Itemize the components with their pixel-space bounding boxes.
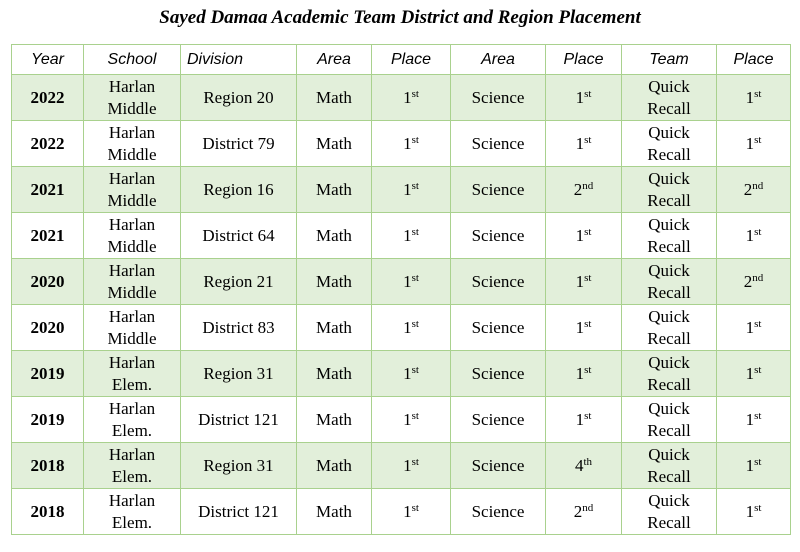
place-math-number: 1 bbox=[403, 501, 412, 521]
place-science-number: 1 bbox=[575, 87, 585, 107]
area-science-value: Science bbox=[471, 409, 525, 429]
table-row bbox=[12, 397, 791, 443]
school-name-line1: Harlan bbox=[108, 490, 156, 510]
place-team-cell bbox=[717, 443, 791, 489]
area-math-value: Math bbox=[316, 409, 352, 429]
place-science-cell bbox=[546, 305, 622, 351]
place-team-suffix: st bbox=[754, 363, 762, 376]
team-name-line1: Quick bbox=[648, 168, 690, 188]
area-science-value: Science bbox=[471, 87, 525, 107]
division-value: Region 21 bbox=[203, 271, 274, 291]
team-name-line1: Quick bbox=[648, 122, 690, 142]
place-team-number: 2 bbox=[743, 179, 753, 199]
area-science-cell bbox=[451, 351, 546, 397]
division-cell bbox=[181, 305, 297, 351]
school-cell bbox=[84, 489, 181, 535]
place-science-cell bbox=[546, 75, 622, 121]
place-science-number: 2 bbox=[573, 179, 583, 199]
place-math-number: 1 bbox=[403, 225, 412, 245]
area-science-value: Science bbox=[471, 271, 525, 291]
header-division: Division bbox=[181, 45, 297, 75]
year-value: 2018 bbox=[30, 501, 65, 521]
school-name-line2: Middle bbox=[107, 98, 157, 118]
area-math-cell bbox=[297, 443, 372, 489]
header-place-team: Place bbox=[717, 45, 791, 75]
place-science-number: 2 bbox=[573, 501, 583, 521]
place-team-suffix: nd bbox=[752, 179, 764, 192]
place-science-number: 1 bbox=[575, 317, 585, 337]
division-cell bbox=[181, 121, 297, 167]
school-name-line2: Elem. bbox=[111, 420, 153, 440]
place-team-number: 2 bbox=[743, 271, 753, 291]
team-name-line2: Recall bbox=[647, 328, 691, 348]
header-place-science: Place bbox=[546, 45, 622, 75]
area-math-cell bbox=[297, 259, 372, 305]
place-team-cell bbox=[717, 259, 791, 305]
place-math-number: 1 bbox=[403, 409, 412, 429]
place-math-cell bbox=[372, 259, 451, 305]
place-math-suffix: st bbox=[411, 225, 419, 238]
place-math-suffix: st bbox=[411, 363, 419, 376]
division-cell bbox=[181, 397, 297, 443]
school-cell bbox=[84, 259, 181, 305]
place-math-cell bbox=[372, 75, 451, 121]
place-math-cell bbox=[372, 443, 451, 489]
team-name-line2: Recall bbox=[647, 512, 691, 532]
division-cell bbox=[181, 167, 297, 213]
place-science-suffix: nd bbox=[582, 179, 594, 192]
team-name-line1: Quick bbox=[648, 76, 690, 96]
team-name-line2: Recall bbox=[647, 190, 691, 210]
division-cell bbox=[181, 259, 297, 305]
header-team: Team bbox=[622, 45, 717, 75]
place-science-cell bbox=[546, 397, 622, 443]
division-cell bbox=[181, 489, 297, 535]
place-science-cell bbox=[546, 167, 622, 213]
year-value: 2019 bbox=[30, 363, 65, 383]
team-name-line1: Quick bbox=[648, 260, 690, 280]
year-cell bbox=[12, 259, 84, 305]
area-science-cell bbox=[451, 489, 546, 535]
place-team-number: 1 bbox=[745, 87, 755, 107]
place-science-cell bbox=[546, 351, 622, 397]
place-team-suffix: st bbox=[754, 225, 762, 238]
place-team-suffix: st bbox=[754, 501, 762, 514]
place-math-cell bbox=[372, 121, 451, 167]
school-name-line2: Elem. bbox=[111, 512, 153, 532]
table-row bbox=[12, 167, 791, 213]
team-cell bbox=[622, 213, 717, 259]
division-cell bbox=[181, 351, 297, 397]
place-team-number: 1 bbox=[745, 317, 755, 337]
table-row bbox=[12, 75, 791, 121]
year-value: 2020 bbox=[30, 317, 65, 337]
place-science-number: 1 bbox=[575, 363, 585, 383]
place-math-suffix: st bbox=[411, 133, 419, 146]
team-cell bbox=[622, 305, 717, 351]
team-name-line2: Recall bbox=[647, 144, 691, 164]
place-team-number: 1 bbox=[745, 501, 755, 521]
place-science-number: 1 bbox=[575, 225, 585, 245]
place-team-number: 1 bbox=[745, 455, 755, 475]
area-science-value: Science bbox=[471, 501, 525, 521]
place-math-cell bbox=[372, 213, 451, 259]
division-value: District 64 bbox=[202, 225, 275, 245]
school-name-line2: Middle bbox=[107, 144, 157, 164]
team-name-line2: Recall bbox=[647, 374, 691, 394]
place-team-suffix: st bbox=[754, 317, 762, 330]
school-name-line1: Harlan bbox=[108, 352, 156, 372]
school-name-line2: Elem. bbox=[111, 466, 153, 486]
place-science-suffix: st bbox=[584, 133, 592, 146]
place-science-number: 1 bbox=[575, 133, 585, 153]
school-name-line2: Middle bbox=[107, 236, 157, 256]
place-science-suffix: st bbox=[584, 87, 592, 100]
team-name-line1: Quick bbox=[648, 490, 690, 510]
division-value: District 83 bbox=[202, 317, 275, 337]
place-team-cell bbox=[717, 213, 791, 259]
year-cell bbox=[12, 443, 84, 489]
place-science-cell bbox=[546, 121, 622, 167]
table-row bbox=[12, 259, 791, 305]
place-science-number: 1 bbox=[575, 409, 585, 429]
table-row bbox=[12, 213, 791, 259]
place-team-cell bbox=[717, 121, 791, 167]
header-row bbox=[12, 45, 791, 75]
place-math-number: 1 bbox=[403, 87, 412, 107]
team-name-line2: Recall bbox=[647, 282, 691, 302]
team-cell bbox=[622, 75, 717, 121]
header-school: School bbox=[84, 45, 181, 75]
year-value: 2020 bbox=[30, 271, 65, 291]
year-cell bbox=[12, 167, 84, 213]
school-cell bbox=[84, 121, 181, 167]
place-team-number: 1 bbox=[745, 133, 755, 153]
school-name-line2: Middle bbox=[107, 328, 157, 348]
school-name-line2: Elem. bbox=[111, 374, 153, 394]
school-name-line1: Harlan bbox=[108, 306, 156, 326]
place-math-number: 1 bbox=[403, 271, 412, 291]
year-cell bbox=[12, 351, 84, 397]
place-math-number: 1 bbox=[403, 317, 412, 337]
school-cell bbox=[84, 75, 181, 121]
year-cell bbox=[12, 489, 84, 535]
team-name-line1: Quick bbox=[648, 444, 690, 464]
place-math-cell bbox=[372, 167, 451, 213]
area-math-value: Math bbox=[316, 179, 352, 199]
team-cell bbox=[622, 443, 717, 489]
place-math-cell bbox=[372, 489, 451, 535]
area-science-cell bbox=[451, 443, 546, 489]
place-team-cell bbox=[717, 305, 791, 351]
area-science-cell bbox=[451, 213, 546, 259]
year-cell bbox=[12, 397, 84, 443]
header-place-math: Place bbox=[372, 45, 451, 75]
place-team-suffix: st bbox=[754, 133, 762, 146]
place-team-suffix: nd bbox=[752, 271, 764, 284]
area-science-value: Science bbox=[471, 133, 525, 153]
team-name-line2: Recall bbox=[647, 236, 691, 256]
place-science-suffix: nd bbox=[582, 501, 594, 514]
school-name-line2: Middle bbox=[107, 190, 157, 210]
table-row bbox=[12, 351, 791, 397]
area-math-value: Math bbox=[316, 87, 352, 107]
place-science-number: 1 bbox=[575, 271, 585, 291]
place-math-suffix: st bbox=[411, 179, 419, 192]
area-math-value: Math bbox=[316, 225, 352, 245]
place-team-cell bbox=[717, 397, 791, 443]
place-team-cell bbox=[717, 75, 791, 121]
division-value: Region 16 bbox=[203, 179, 274, 199]
area-math-cell bbox=[297, 305, 372, 351]
place-science-cell bbox=[546, 259, 622, 305]
division-cell bbox=[181, 443, 297, 489]
area-math-value: Math bbox=[316, 363, 352, 383]
year-value: 2021 bbox=[30, 225, 65, 245]
table-row bbox=[12, 121, 791, 167]
place-science-number: 4 bbox=[574, 455, 584, 475]
team-cell bbox=[622, 489, 717, 535]
area-science-value: Science bbox=[471, 363, 525, 383]
area-science-cell bbox=[451, 305, 546, 351]
year-cell bbox=[12, 305, 84, 351]
year-value: 2018 bbox=[30, 455, 65, 475]
team-name-line1: Quick bbox=[648, 214, 690, 234]
header-area-math: Area bbox=[297, 45, 372, 75]
table-row bbox=[12, 489, 791, 535]
place-math-suffix: st bbox=[411, 409, 419, 422]
place-team-suffix: st bbox=[754, 409, 762, 422]
division-value: Region 31 bbox=[203, 455, 274, 475]
place-team-number: 1 bbox=[745, 409, 755, 429]
place-math-suffix: st bbox=[411, 87, 419, 100]
place-team-cell bbox=[717, 351, 791, 397]
area-science-value: Science bbox=[471, 179, 525, 199]
place-math-cell bbox=[372, 351, 451, 397]
area-science-cell bbox=[451, 259, 546, 305]
place-team-number: 1 bbox=[745, 363, 755, 383]
header-year: Year bbox=[12, 45, 84, 75]
team-name-line1: Quick bbox=[648, 398, 690, 418]
school-name-line1: Harlan bbox=[108, 214, 156, 234]
school-cell bbox=[84, 305, 181, 351]
year-value: 2021 bbox=[30, 179, 65, 199]
school-name-line1: Harlan bbox=[108, 260, 156, 280]
place-math-suffix: st bbox=[411, 317, 419, 330]
year-value: 2022 bbox=[30, 87, 65, 107]
area-math-value: Math bbox=[316, 133, 352, 153]
division-value: District 121 bbox=[198, 501, 279, 521]
page-title: Sayed Damaa Academic Team District and Region Placement bbox=[159, 7, 641, 28]
area-math-value: Math bbox=[316, 455, 352, 475]
school-name-line1: Harlan bbox=[108, 76, 156, 96]
year-value: 2019 bbox=[30, 409, 65, 429]
place-math-suffix: st bbox=[411, 271, 419, 284]
place-math-number: 1 bbox=[403, 179, 412, 199]
table-row bbox=[12, 443, 791, 489]
team-cell bbox=[622, 121, 717, 167]
area-math-cell bbox=[297, 121, 372, 167]
area-math-value: Math bbox=[316, 501, 352, 521]
area-math-cell bbox=[297, 75, 372, 121]
place-math-number: 1 bbox=[403, 455, 412, 475]
team-name-line2: Recall bbox=[647, 466, 691, 486]
division-value: District 79 bbox=[202, 133, 275, 153]
year-cell bbox=[12, 75, 84, 121]
team-cell bbox=[622, 351, 717, 397]
team-name-line1: Quick bbox=[648, 306, 690, 326]
area-science-value: Science bbox=[471, 317, 525, 337]
header-area-science: Area bbox=[451, 45, 546, 75]
division-cell bbox=[181, 213, 297, 259]
area-science-value: Science bbox=[471, 455, 525, 475]
table-row bbox=[12, 305, 791, 351]
area-math-value: Math bbox=[316, 271, 352, 291]
place-team-cell bbox=[717, 167, 791, 213]
place-team-cell bbox=[717, 489, 791, 535]
division-cell bbox=[181, 75, 297, 121]
year-value: 2022 bbox=[30, 133, 65, 153]
place-science-suffix: st bbox=[584, 317, 592, 330]
team-cell bbox=[622, 167, 717, 213]
school-cell bbox=[84, 351, 181, 397]
area-math-value: Math bbox=[316, 317, 352, 337]
place-science-suffix: st bbox=[584, 271, 592, 284]
year-cell bbox=[12, 121, 84, 167]
place-math-number: 1 bbox=[403, 133, 412, 153]
school-cell bbox=[84, 167, 181, 213]
division-value: Region 31 bbox=[203, 363, 274, 383]
place-science-cell bbox=[546, 489, 622, 535]
year-cell bbox=[12, 213, 84, 259]
place-science-suffix: th bbox=[583, 455, 593, 468]
team-name-line2: Recall bbox=[647, 420, 691, 440]
school-cell bbox=[84, 213, 181, 259]
area-science-cell bbox=[451, 75, 546, 121]
place-math-suffix: st bbox=[411, 501, 419, 514]
place-team-suffix: st bbox=[754, 455, 762, 468]
area-math-cell bbox=[297, 351, 372, 397]
school-cell bbox=[84, 397, 181, 443]
area-math-cell bbox=[297, 489, 372, 535]
school-name-line1: Harlan bbox=[108, 444, 156, 464]
team-cell bbox=[622, 259, 717, 305]
school-cell bbox=[84, 443, 181, 489]
place-team-suffix: st bbox=[754, 87, 762, 100]
place-math-number: 1 bbox=[403, 363, 412, 383]
place-math-suffix: st bbox=[411, 455, 419, 468]
area-math-cell bbox=[297, 213, 372, 259]
place-science-cell bbox=[546, 213, 622, 259]
place-math-cell bbox=[372, 397, 451, 443]
team-name-line2: Recall bbox=[647, 98, 691, 118]
place-science-suffix: st bbox=[584, 225, 592, 238]
place-math-cell bbox=[372, 305, 451, 351]
school-name-line1: Harlan bbox=[108, 168, 156, 188]
division-value: District 121 bbox=[198, 409, 279, 429]
place-team-number: 1 bbox=[745, 225, 755, 245]
area-science-cell bbox=[451, 167, 546, 213]
placement-table bbox=[11, 44, 791, 535]
division-value: Region 20 bbox=[203, 87, 274, 107]
place-science-suffix: st bbox=[584, 409, 592, 422]
school-name-line2: Middle bbox=[107, 282, 157, 302]
place-science-cell bbox=[546, 443, 622, 489]
area-science-cell bbox=[451, 397, 546, 443]
area-math-cell bbox=[297, 397, 372, 443]
team-cell bbox=[622, 397, 717, 443]
team-name-line1: Quick bbox=[648, 352, 690, 372]
school-name-line1: Harlan bbox=[108, 398, 156, 418]
area-science-cell bbox=[451, 121, 546, 167]
area-science-value: Science bbox=[471, 225, 525, 245]
place-science-suffix: st bbox=[584, 363, 592, 376]
area-math-cell bbox=[297, 167, 372, 213]
school-name-line1: Harlan bbox=[108, 122, 156, 142]
